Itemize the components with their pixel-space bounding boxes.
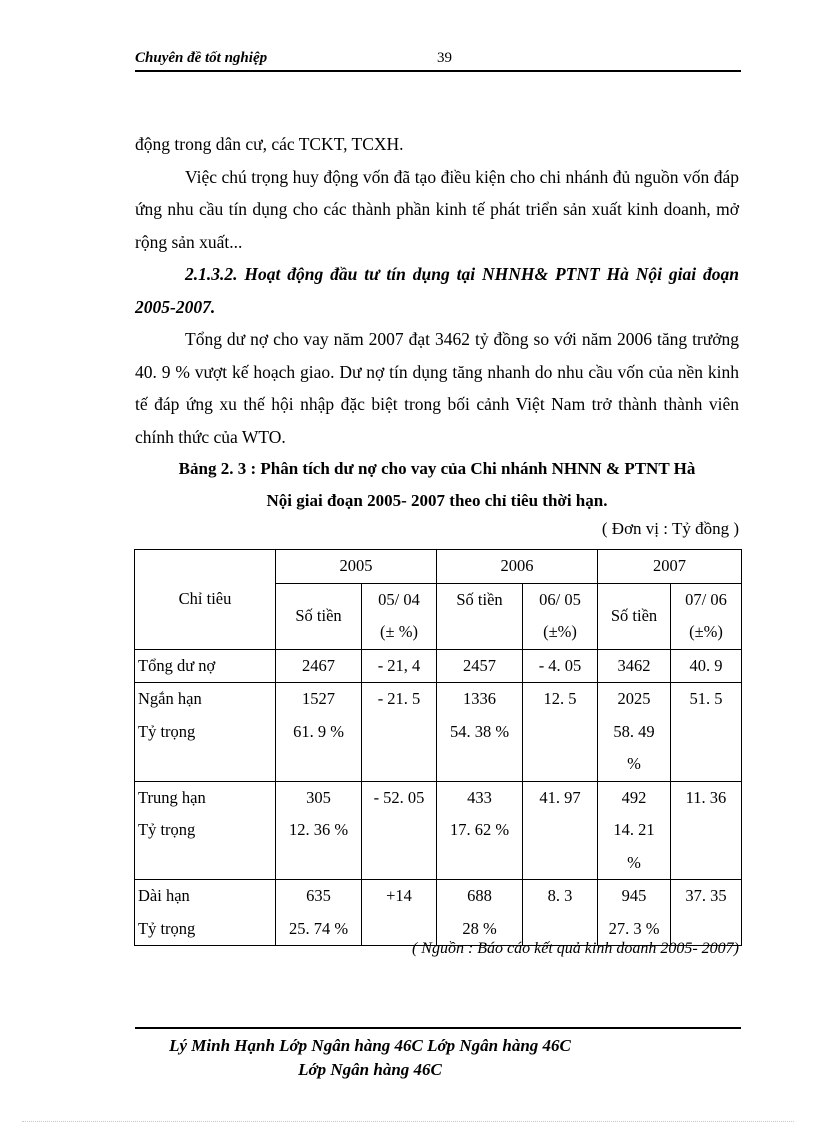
row-label: Trung hạn Tỷ trọng [135,781,276,880]
row-label: Tổng dư nợ [135,649,276,683]
cell-amount-2006: 433 17. 62 % [437,781,523,880]
cell-amount-2007: 492 14. 21 % [598,781,671,880]
header-change-2005: 05/ 04 (± %) [362,583,437,649]
paragraph-continued: động trong dân cư, các TCKT, TCXH. [135,134,404,154]
table-caption-line-2: Nội giai đoạn 2005- 2007 theo chỉ tiêu thời hạn. [266,491,608,510]
header-change-2006: 06/ 05 (±%) [523,583,598,649]
header-year-2007: 2007 [598,550,742,584]
cell-amount-2005: 1527 61. 9 % [276,683,362,782]
cell-change-2006: - 4. 05 [523,649,598,683]
cell-change-2006: 12. 5 [523,683,598,782]
header-title: Chuyên đề tốt nghiệp [135,50,268,66]
header-change-2007: 07/ 06 (±%) [671,583,742,649]
cell-change-2006: 8. 3 [523,880,598,946]
cell-amount-2007: 945 27. 3 % [598,880,671,946]
paragraph-loan-balance: Tổng dư nợ cho vay năm 2007 đạt 3462 tỷ đồng so với năm 2006 tăng trưởng 40. 9 % vượt kế hoạch giao. Dư nợ tín dụng tăng nhanh do nhu cầu vốn của nền kinh tế đáp ứng xu thế hội nhập đặc biệt trong bối cảnh Việt Nam trở thành thành viên chính thức của WTO. [135,329,739,447]
cell-change-2007: 40. 9 [671,649,742,683]
cell-change-2007: 11. 36 [671,781,742,880]
loan-table [134,549,742,946]
table-row-total [135,649,742,683]
cell-amount-2006: 1336 54. 38 % [437,683,523,782]
cell-amount-2007: 3462 [598,649,671,683]
footer-line-1: Lý Minh Hạnh Lớp Ngân hàng 46C Lớp Ngân hàng 46C [169,1036,571,1055]
cell-change-2007: 37. 35 [671,880,742,946]
header-indicator: Chỉ tiêu [135,550,276,650]
header-amount-2006: Số tiền [437,583,523,649]
paragraph-capital-mobilization: Việc chú trọng huy động vốn đã tạo điều kiện cho chi nhánh đủ nguồn vốn đáp ứng nhu cầu tín dụng cho các thành phần kinh tế phát triển sản xuất kinh doanh, mở rộng sản xuất... [135,166,739,252]
cell-change-2005: +14 [362,880,437,946]
page-header [135,46,741,72]
header-year-2005: 2005 [276,550,437,584]
table-unit: ( Đơn vị : Tỷ đồng ) [601,519,739,538]
cell-change-2005: - 52. 05 [362,781,437,880]
cell-change-2007: 51. 5 [671,683,742,782]
page-edge-dotted-line [22,1121,794,1122]
table-row-medium-term [135,781,742,880]
cell-amount-2005: 635 25. 74 % [276,880,362,946]
cell-amount-2006: 2457 [437,649,523,683]
header-year-2006: 2006 [437,550,598,584]
table-source: ( Nguồn : Báo cáo kết quả kinh doanh 2005- 2007) [411,940,739,957]
header-amount-2007: Số tiền [598,583,671,649]
table-caption-line-1: Bảng 2. 3 : Phân tích dư nợ cho vay của Chi nhánh NHNN & PTNT Hà [178,459,696,478]
intro-text [135,128,739,453]
cell-amount-2005: 2467 [276,649,362,683]
header-amount-2005: Số tiền [276,583,362,649]
table-row-long-term [135,880,742,946]
footer-line-2: Lớp Ngân hàng 46C [298,1060,442,1079]
row-label: Dài hạn Tỷ trọng [135,880,276,946]
cell-amount-2007: 2025 58. 49 % [598,683,671,782]
table-row-short-term [135,683,742,782]
page-number: 39 [437,50,452,66]
cell-amount-2006: 688 28 % [437,880,523,946]
cell-change-2006: 41. 97 [523,781,598,880]
cell-amount-2005: 305 12. 36 % [276,781,362,880]
cell-change-2005: - 21. 5 [362,683,437,782]
row-label: Ngắn hạn Tỷ trọng [135,683,276,782]
section-heading: 2.1.3.2. Hoạt động đầu tư tín dụng tại NHNH& PTNT Hà Nội giai đoạn 2005-2007. [135,264,739,317]
cell-change-2005: - 21, 4 [362,649,437,683]
footer-rule [135,1027,741,1029]
page-footer [135,1034,605,1082]
table-header-row-years [135,550,742,584]
table-caption [135,453,739,517]
